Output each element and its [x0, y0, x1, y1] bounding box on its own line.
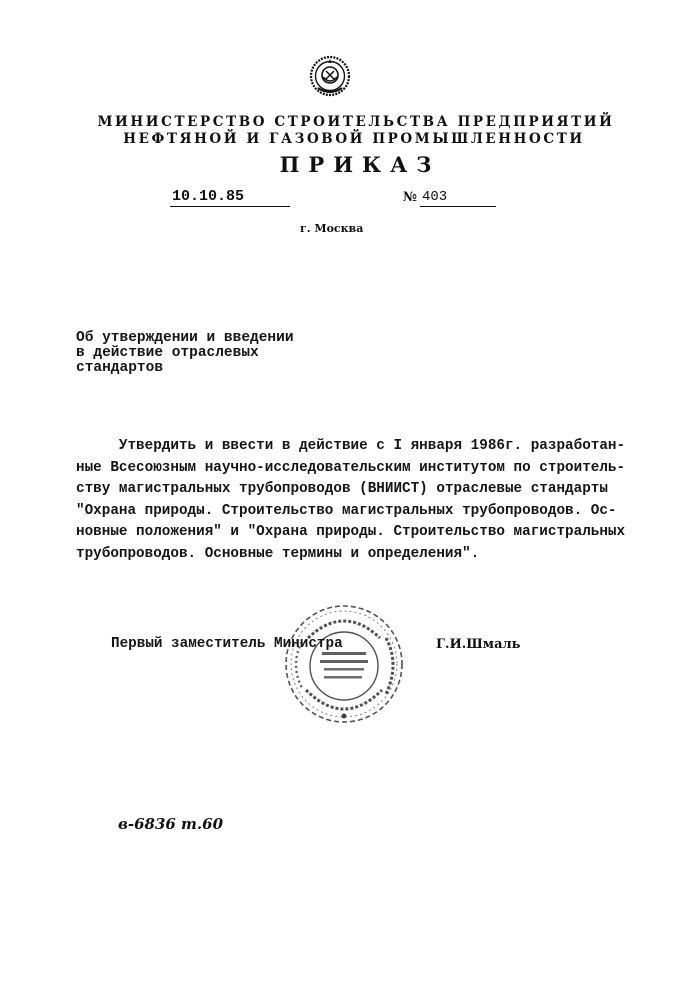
- round-seal-icon: [278, 598, 410, 728]
- body-line: ству магистральных трубопроводов (ВНИИСТ) отраслевые стандарты: [76, 481, 608, 497]
- order-number: 403: [420, 188, 496, 207]
- body-line: ные Всесоюзным научно-исследовательским институтом по строитель-: [76, 459, 626, 476]
- ministry-name-line-2: НЕФТЯНОЙ И ГАЗОВОЙ ПРОМЫШЛЕННОСТИ: [123, 131, 585, 147]
- subject-line: стандартов: [76, 360, 164, 376]
- subject-line: Об утверждении и введении: [76, 330, 294, 346]
- city: г. Москва: [300, 222, 364, 235]
- subject-line: в действие отраслевых: [76, 345, 259, 361]
- order-number-label: №: [403, 190, 418, 205]
- ministry-name-line-1: МИНИСТЕРСТВО СТРОИТЕЛЬСТВА ПРЕДПРИЯТИЙ: [97, 114, 615, 130]
- archive-reference: в-6836 т.60: [118, 815, 224, 833]
- order-date: 10.10.85: [170, 188, 290, 207]
- body-line: Утвердить и ввести в действие с I января 1986г. разработан-: [76, 438, 626, 454]
- body-line: трубопроводов. Основные термины и определения".: [76, 545, 480, 562]
- state-emblem-icon: [309, 55, 351, 97]
- body-line: "Охрана природы. Строительство магистральных трубопроводов. Ос-: [76, 502, 617, 519]
- body-line: новные положения" и "Охрана природы. Строительство магистральных: [76, 524, 626, 540]
- order-title: ПРИКАЗ: [279, 152, 441, 177]
- signatory-title: Первый заместитель Министра: [111, 636, 343, 652]
- signatory-name: Г.И.Шмаль: [436, 637, 521, 652]
- order-body: [76, 436, 656, 565]
- order-subject: [76, 331, 294, 376]
